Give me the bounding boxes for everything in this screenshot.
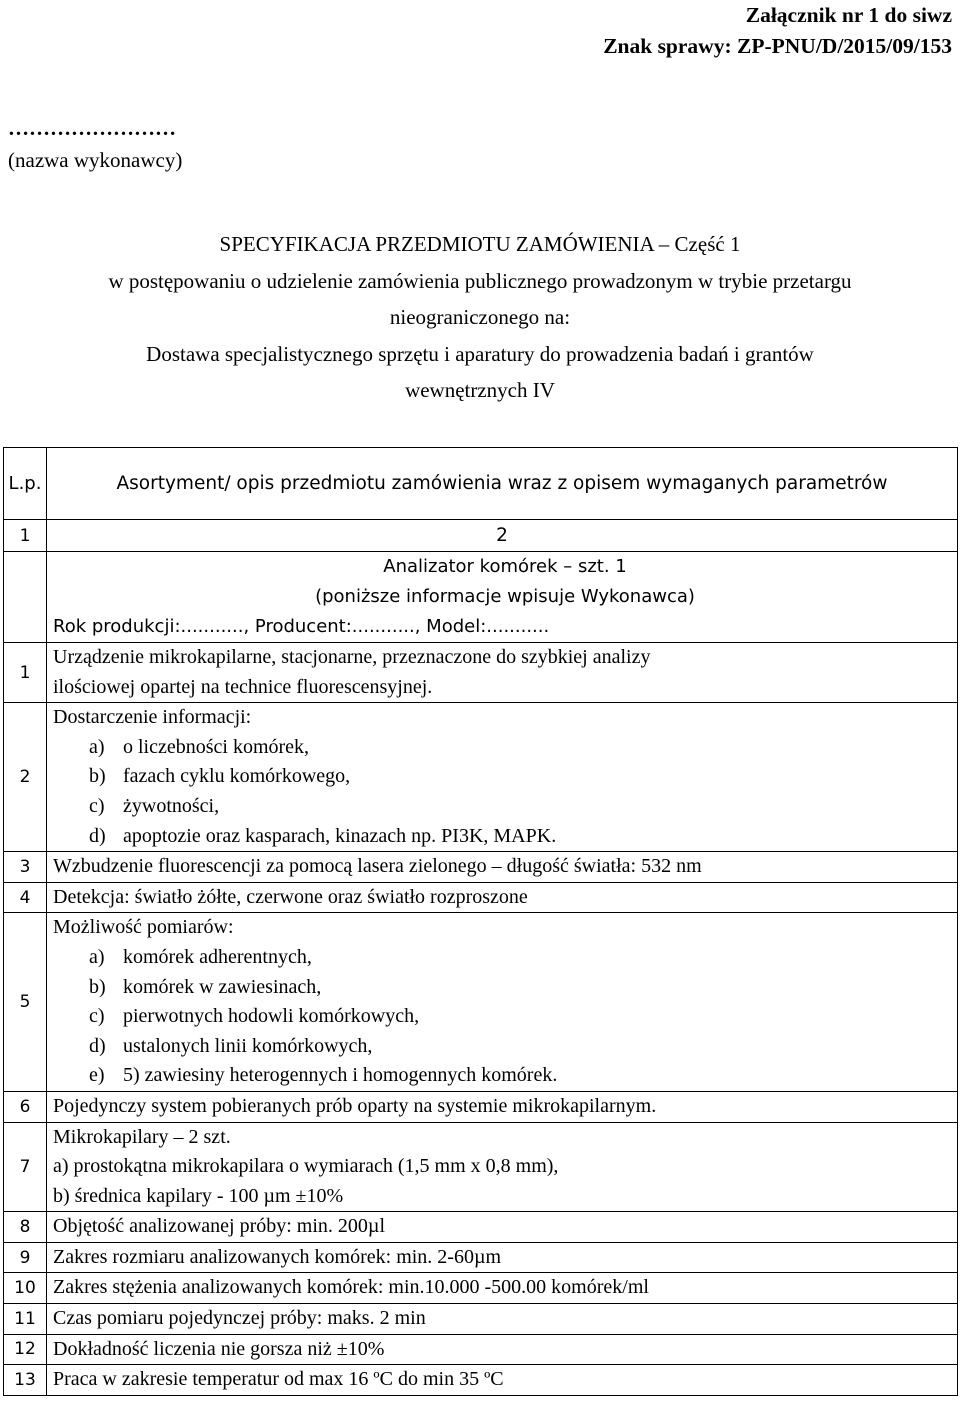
table-row [4, 643, 958, 703]
row-description [47, 1334, 958, 1365]
row-text-line: b) średnica kapilary - 100 µm ±10% [53, 1184, 344, 1207]
row-text-line: Czas pomiaru pojedynczej próby: maks. 2 min [53, 1307, 426, 1330]
row-number: 12 [4, 1334, 47, 1365]
list-item-marker: c) [89, 794, 105, 817]
table-row [4, 1273, 958, 1304]
list-item [53, 733, 957, 763]
row-text-line: Detekcja: światło żółte, czerwone oraz światło rozproszone [53, 885, 528, 908]
list-item-marker: c) [89, 1005, 105, 1028]
row-number: 11 [4, 1304, 47, 1335]
row-text-line: ilościowej opartej na technice fluorescensyjnej. [53, 675, 433, 698]
row-item-list [53, 733, 957, 851]
list-item [53, 943, 957, 973]
row-number: 10 [4, 1273, 47, 1304]
product-note: (poniższe informacje wpisuje Wykonawca) [315, 586, 695, 607]
row-number: 9 [4, 1242, 47, 1273]
header-description: Asortyment/ opis przedmiotu zamówienia wraz z opisem wymaganych parametrów [47, 448, 958, 520]
title-line-4: Dostawa specjalistycznego sprzętu i aparatury do prowadzenia badań i grantów [146, 341, 814, 366]
header-lp: L.p. [4, 448, 47, 520]
contractor-label: (nazwa wykonawcy) [8, 148, 183, 172]
row-description [47, 913, 958, 1092]
list-item [53, 792, 957, 822]
row-description [47, 1212, 958, 1243]
specification-table [3, 447, 958, 1396]
row-intro: Możliwość pomiarów: [53, 916, 234, 939]
list-item [53, 1032, 957, 1062]
table-row [4, 1212, 958, 1243]
row-description [47, 1304, 958, 1335]
document-header [603, 0, 952, 62]
row-description [47, 1242, 958, 1273]
table-row [4, 1304, 958, 1335]
table-row [4, 1122, 958, 1212]
row-description [47, 852, 958, 883]
row-text-line: Zakres stężenia analizowanych komórek: min.10.000 -500.00 komórek/ml [53, 1276, 649, 1299]
title-line-5: wewnętrznych IV [405, 378, 555, 403]
title-line-3: nieograniczonego na: [389, 305, 571, 330]
list-item [53, 1002, 957, 1032]
title-line-1: SPECYFIKACJA PRZEDMIOTU ZAMÓWIENIA – Część 1 [219, 232, 741, 256]
list-item-text: 5) zawiesiny heterogennych i homogennych komórek. [123, 1064, 558, 1087]
row-description [47, 882, 958, 913]
product-fields: Rok produkcji:..........., Producent:..........., Model:........... [53, 616, 550, 637]
row-description [47, 643, 958, 703]
product-info-row [4, 552, 958, 643]
list-item-text: komórek w zawiesinach, [123, 975, 322, 998]
contractor-dots: …………………… [8, 116, 176, 140]
row-number: 2 [4, 703, 47, 852]
attachment-label: Załącznik nr 1 do siwz [745, 3, 952, 27]
list-item-text: żywotności, [123, 794, 220, 817]
row-text-line: Praca w zakresie temperatur od max 16 ºC do min 35 ºC [53, 1368, 504, 1391]
row-text-line: Dokładność liczenia nie gorsza niż ±10% [53, 1337, 385, 1360]
list-item-marker: a) [89, 945, 105, 968]
table-row [4, 852, 958, 883]
list-item-text: o liczebności komórek, [123, 735, 310, 758]
row-description [47, 1091, 958, 1122]
table-row [4, 1334, 958, 1365]
row-number: 13 [4, 1365, 47, 1396]
list-item [53, 822, 957, 852]
column-number-1: 1 [4, 520, 47, 552]
list-item [53, 1061, 957, 1091]
table-row [4, 1365, 958, 1396]
list-item-marker: b) [89, 975, 106, 998]
table-row [4, 882, 958, 913]
list-item-text: apoptozie oraz kasparach, kinazach np. PI3K, MAPK. [123, 824, 557, 847]
list-item-text: fazach cyklu komórkowego, [123, 765, 351, 788]
row-number: 1 [4, 643, 47, 703]
document-title [0, 226, 960, 409]
list-item-marker: e) [89, 1064, 105, 1087]
title-line-2: w postępowaniu o udzielenie zamówienia publicznego prowadzonym w trybie przetargu [108, 268, 852, 293]
row-number: 8 [4, 1212, 47, 1243]
list-item-marker: a) [89, 735, 105, 758]
column-number-2: 2 [47, 520, 958, 552]
row-text-line: Zakres rozmiaru analizowanych komórek: min. 2-60µm [53, 1245, 502, 1268]
row-intro: Dostarczenie informacji: [53, 706, 252, 729]
table-row [4, 1242, 958, 1273]
row-number: 7 [4, 1122, 47, 1212]
product-title: Analizator komórek – szt. 1 [383, 556, 627, 577]
list-item-text: komórek adherentnych, [123, 945, 312, 968]
row-number: 5 [4, 913, 47, 1092]
list-item-marker: d) [89, 824, 106, 847]
row-text-line: Pojedynczy system pobieranych prób oparty na systemie mikrokapilarnym. [53, 1094, 657, 1117]
table-row [4, 913, 958, 1092]
row-number: 6 [4, 1091, 47, 1122]
row-text-line: Wzbudzenie fluorescencji za pomocą lasera zielonego – długość światła: 532 nm [53, 855, 702, 878]
row-description [47, 1122, 958, 1212]
list-item-marker: b) [89, 765, 106, 788]
row-text-line: Objętość analizowanej próby: min. 200µl [53, 1215, 386, 1238]
row-text-line: a) prostokątna mikrokapilara o wymiarach (1,5 mm x 0,8 mm), [53, 1155, 559, 1178]
column-number-row [4, 520, 958, 552]
list-item [53, 973, 957, 1003]
list-item-text: pierwotnych hodowli komórkowych, [123, 1005, 420, 1028]
row-item-list [53, 943, 957, 1091]
list-item-text: ustalonych linii komórkowych, [123, 1034, 373, 1057]
row-description [47, 703, 958, 852]
table-header-row [4, 448, 958, 520]
row-number: 3 [4, 852, 47, 883]
case-number: Znak sprawy: ZP-PNU/D/2015/09/153 [603, 34, 952, 58]
row-description [47, 1273, 958, 1304]
row-text-line: Mikrokapilary – 2 szt. [53, 1125, 231, 1148]
row-number: 4 [4, 882, 47, 913]
table-row [4, 1091, 958, 1122]
list-item-marker: d) [89, 1034, 106, 1057]
contractor-block [8, 112, 182, 176]
row-text-line: Urządzenie mikrokapilarne, stacjonarne, przeznaczone do szybkiej analizy [53, 646, 651, 668]
row-description [47, 1365, 958, 1396]
list-item [53, 762, 957, 792]
table-row [4, 703, 958, 852]
